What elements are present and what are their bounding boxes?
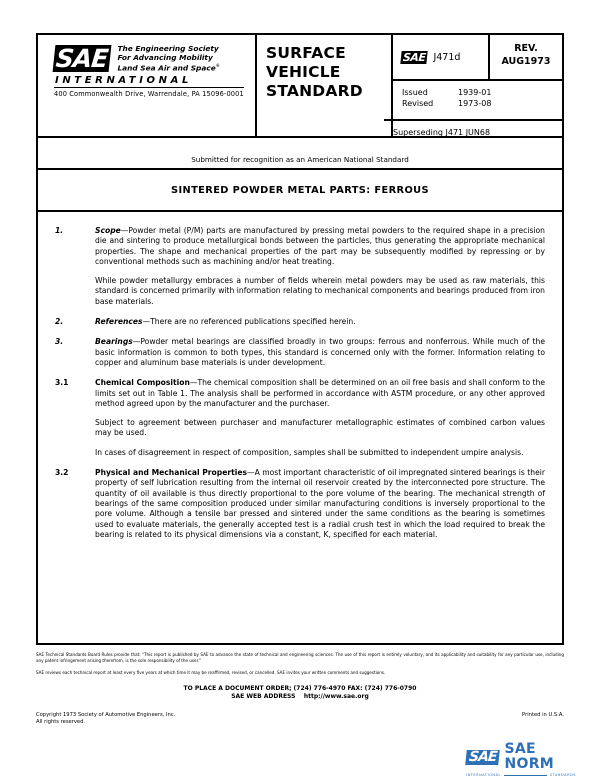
- web-address-url[interactable]: http://www.sae.org: [303, 692, 369, 700]
- clause-2-dash: —: [142, 317, 151, 327]
- clause-3-2-term: Physical and Mechanical Properties: [95, 468, 247, 478]
- clause-2: [55, 317, 545, 327]
- clause-2-body: [95, 317, 545, 327]
- issued-row: [402, 87, 562, 98]
- document-number: J471d: [433, 51, 461, 63]
- superseding-note: Superseding J471 JUN68: [384, 119, 562, 137]
- order-information: [36, 685, 564, 701]
- clause-1-paragraph-1: [95, 226, 545, 267]
- document-type-line-1: SURFACE: [266, 44, 346, 62]
- copyright-row: [36, 712, 564, 726]
- document-footer: [36, 652, 564, 726]
- clause-3-number: 3.: [55, 337, 64, 347]
- clause-3-1-body: [95, 378, 545, 458]
- sae-logo-rule: [54, 87, 244, 88]
- clause-2-number: 2.: [55, 317, 64, 327]
- submitted-note: Submitted for recognition as an American National Standard: [191, 155, 409, 164]
- issued-label: Issued: [402, 88, 428, 97]
- document-body: [38, 212, 562, 540]
- web-address-label: SAE WEB ADDRESS: [231, 692, 296, 700]
- sae-norm-label: SAE NORM: [504, 741, 555, 772]
- clause-3-text: Powder metal bearings are classified broadly in two groups: ferrous and nonferrous. While much of the basic information is common to both types, this standard is concerned only with the former. Information relating to copper and aluminum base materials is under development.: [95, 337, 545, 367]
- clause-3-1-paragraph-1: [95, 378, 545, 409]
- printed-in: Printed in U.S.A.: [522, 711, 564, 718]
- document-type-cell: [257, 35, 393, 136]
- sae-norm-logo-mark: SAE: [465, 750, 500, 765]
- revised-value: 1973-08: [458, 99, 492, 108]
- document-dates: [393, 81, 562, 109]
- page-title: SINTERED POWDER METAL PARTS: FERROUS: [171, 184, 429, 196]
- sae-tagline-line-3: Land Sea Air and Space: [117, 63, 216, 73]
- sae-tagline-line-1: The Engineering Society: [117, 44, 219, 53]
- clause-3-2-body: [95, 468, 545, 540]
- clause-3-1-text: The chemical composition shall be determined on an oil free basis and shall conform to the limits set out in Table 1. The analysis shall be performed in accordance with ASTM procedure, or any other approved method agreed upon by the manufacturer and the purchaser.: [95, 378, 545, 408]
- sae-logo: [54, 45, 244, 98]
- legal-disclaimer: SAE Technical Standards Board Rules provide that: "This report is published by SAE to advance the state of technical and engineering sciences. The use of this report is entirely voluntary, and its applicability and suitability for any particular use, including any patent infringement arising therefrom, is the sole responsibility of the user.": [36, 652, 564, 663]
- document-type: [266, 44, 391, 101]
- sae-norm-divider: [504, 772, 547, 776]
- review-notice: SAE reviews each technical report at least every five years at which time it may be reaffirmed, revised, or cancelled. SAE invites your written comments and suggestions.: [36, 670, 386, 676]
- revised-label: Revised: [402, 99, 434, 108]
- document-meta-cell: [393, 35, 562, 136]
- sae-logo-tagline: [117, 45, 219, 73]
- copyright-line-1: Copyright 1973 Society of Automotive Engineers, Inc.: [36, 711, 176, 718]
- document-type-line-3: STANDARD: [266, 82, 363, 100]
- sae-norm-sub-right: STANDARDS: [549, 773, 576, 777]
- clause-3-2-paragraph-1: [95, 468, 545, 540]
- clause-1-text: Powder metal (P/M) parts are manufactured by pressing metal powders to the required shape in a precision die and sintering to produce metallurgical bonds between the particles, thus generating the appropriate mechanical properties. The shape and mechanical properties of the part may be subsequently modified by repressing or by conventional methods such as machining and/or heat treating.: [95, 226, 545, 266]
- clause-3-1-number: 3.1: [55, 378, 69, 388]
- document-frame: [36, 33, 564, 645]
- revision-value: AUG1973: [501, 55, 551, 67]
- clause-1-body: [95, 226, 545, 307]
- copyright-line-2: All rights reserved.: [36, 718, 86, 725]
- clause-1-term: Scope: [95, 226, 121, 235]
- sae-international-word: INTERNATIONAL: [55, 75, 192, 87]
- clause-2-term: References: [95, 317, 143, 327]
- sae-norm-subtitle: [466, 773, 576, 777]
- sae-logo-mark: SAE: [53, 45, 112, 72]
- issued-value: 1939-01: [458, 88, 492, 97]
- clause-3-2-dash: —: [247, 468, 255, 478]
- submitted-band: [38, 138, 562, 170]
- document-type-line-2: VEHICLE: [266, 63, 341, 81]
- document-number-row: [393, 35, 562, 81]
- sae-norm-badge: [466, 742, 576, 777]
- revision-label: REV.: [514, 43, 538, 54]
- registered-mark: ®: [215, 63, 220, 69]
- sae-small-logo-mark: SAE: [402, 50, 427, 64]
- document-header: [38, 35, 562, 138]
- clause-1: [55, 226, 545, 307]
- document-number-cell: [393, 35, 490, 79]
- clause-1-number: 1.: [55, 226, 64, 235]
- web-address-line: [36, 693, 564, 701]
- clause-3-1: [55, 378, 545, 458]
- clause-3-term: Bearings: [95, 337, 133, 347]
- clause-3-1-term: Chemical Composition: [95, 378, 190, 388]
- sae-tagline-line-2: For Advancing Mobility: [117, 52, 213, 62]
- revised-row: [402, 98, 562, 109]
- clause-3-body: [95, 337, 545, 368]
- clause-3-paragraph-1: [95, 337, 545, 368]
- order-phone-line: TO PLACE A DOCUMENT ORDER; (724) 776-4970 FAX: (724) 776-0790: [183, 684, 417, 692]
- clause-3-dash: —: [132, 337, 141, 347]
- clause-1-dash: —: [120, 226, 129, 235]
- clause-3: [55, 337, 545, 368]
- clause-2-text: There are no referenced publications specified herein.: [150, 317, 356, 327]
- sae-address: 400 Commonwealth Drive, Warrendale, PA 15096-0001: [54, 90, 244, 99]
- clause-2-paragraph-1: [95, 317, 545, 327]
- clause-3-1-dash: —: [189, 378, 198, 388]
- copyright-block: [36, 712, 175, 726]
- clause-3-2: [55, 468, 545, 540]
- clause-3-2-text: A most important characteristic of oil impregnated sintered bearings is their property of self lubrication resulting from the internal oil reservoir created by the interconnected pore structure. The quantity of oil available is thus directly proportional to the pore volume of the bearing. The mechanical strength of bearings of the same composition produced under similar manufacturing conditions is inversely proportional to the pore volume. Although a tensile bar pressed and sintered under the same conditions as the bearing is sometimes used to evaluate materials, the generally accepted test is a radial crush test in which the load required to break the bearing is related to its physical dimensions via a constant, K, specified for each material.: [95, 468, 545, 539]
- title-band: [38, 170, 562, 212]
- sae-logo-cell: [38, 35, 257, 136]
- clause-3-2-number: 3.2: [55, 468, 69, 478]
- revision-cell: [490, 35, 562, 79]
- clause-1-paragraph-2: While powder metallurgy embraces a number of fields wherein metal powders may be used as raw materials, this standard is concerned primarily with information relating to mechanical components and bearings produced from iron base materials.: [95, 276, 545, 306]
- clause-3-1-paragraph-2: Subject to agreement between purchaser and manufacturer metallographic estimates of combined carbon values may be used.: [95, 418, 545, 438]
- clause-3-1-paragraph-3: In cases of disagreement in respect of composition, samples shall be submitted to independent umpire analysis.: [95, 447, 524, 457]
- sae-norm-sub-left: INTERNATIONAL: [466, 773, 501, 777]
